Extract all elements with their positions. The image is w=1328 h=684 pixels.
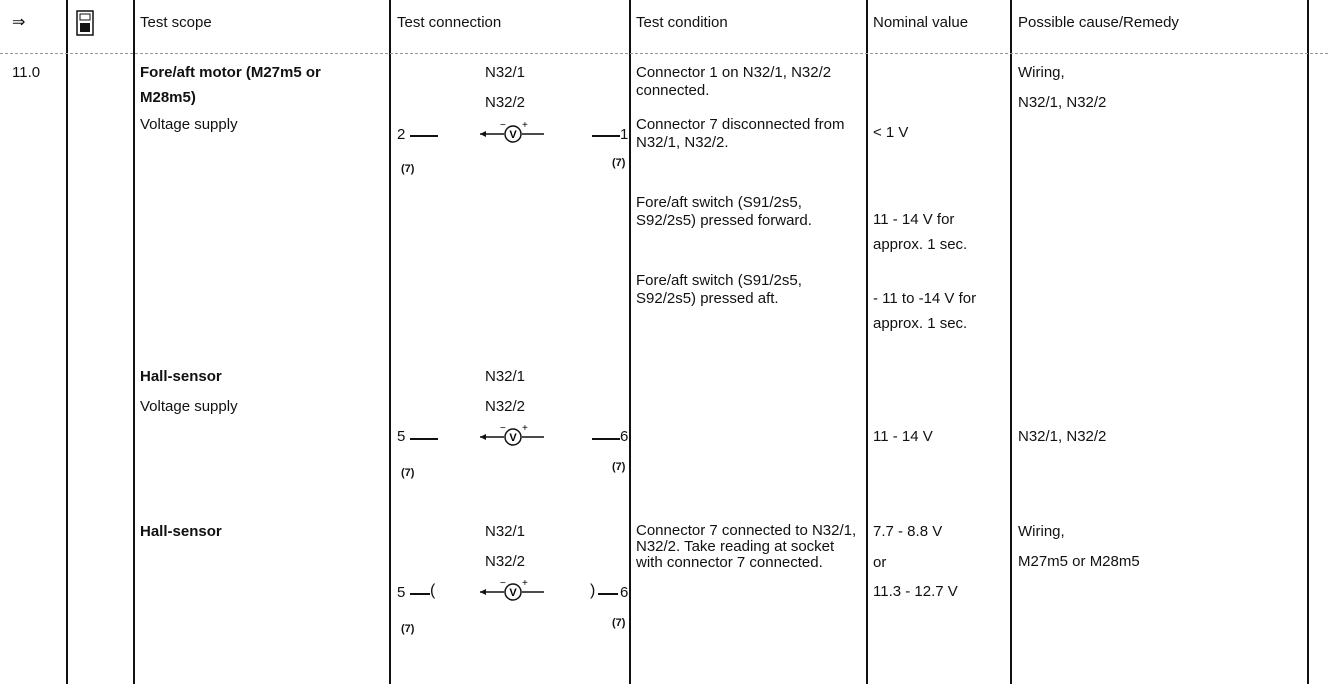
nominal-value: - 11 to -14 V for — [873, 290, 977, 307]
connector-label: N32/1 — [485, 523, 526, 540]
column-divider — [1010, 0, 1012, 684]
scope-subtitle: Voltage supply — [140, 398, 238, 415]
header-test-condition: Test condition — [636, 14, 728, 31]
wire-left — [410, 135, 438, 137]
svg-text:V: V — [509, 432, 517, 444]
condition-text: Connector 7 connected to N32/1, N32/2. Take reading at socket with connector 7 connected. — [636, 522, 857, 571]
svg-text:+: + — [522, 425, 528, 434]
pin-left: 5 — [397, 584, 406, 601]
column-divider — [1307, 0, 1309, 684]
pin-right: 6 — [620, 584, 629, 601]
connector-label: N32/2 — [485, 553, 526, 570]
wire-left — [410, 438, 438, 440]
plug-left: (7) — [401, 467, 415, 479]
column-divider — [629, 0, 631, 684]
connector-label: N32/1 — [485, 64, 526, 81]
socket-right-icon: ) — [590, 582, 596, 599]
possible-cause: M27m5 or M28m5 — [1018, 553, 1140, 570]
possible-cause: Wiring, — [1018, 64, 1065, 81]
condition-text: Fore/aft switch (S91/2s5, S92/2s5) pressed forward. — [636, 194, 812, 229]
header-test-connection: Test connection — [397, 14, 502, 31]
nominal-value: 11 - 14 V for — [873, 211, 955, 228]
pin-left: 5 — [397, 428, 406, 445]
scope-subtitle: Voltage supply — [140, 116, 238, 133]
svg-text:+: + — [522, 580, 528, 589]
condition-text: Connector 7 disconnected from N32/1, N32/2. — [636, 116, 845, 151]
header-nominal-value: Nominal value — [873, 14, 969, 31]
plug-right: (7) — [612, 157, 626, 169]
connector-label: N32/2 — [485, 398, 526, 415]
connector-label: N32/1 — [485, 368, 526, 385]
nominal-value: 7.7 - 8.8 V — [873, 523, 943, 540]
pin-left: 2 — [397, 126, 406, 143]
column-divider — [866, 0, 868, 684]
scope-title: M28m5) — [140, 89, 196, 106]
svg-text:−: − — [500, 122, 506, 131]
plug-left: (7) — [401, 163, 415, 175]
svg-text:−: − — [500, 425, 506, 434]
svg-text:V: V — [509, 587, 517, 599]
header-possible-cause: Possible cause/Remedy — [1018, 14, 1179, 31]
voltmeter-icon — [480, 580, 550, 602]
svg-text:V: V — [509, 129, 517, 141]
voltmeter-icon — [480, 122, 550, 144]
possible-cause: Wiring, — [1018, 523, 1065, 540]
possible-cause: N32/1, N32/2 — [1018, 428, 1107, 445]
connector-label: N32/2 — [485, 94, 526, 111]
condition-text: Fore/aft switch (S91/2s5, S92/2s5) pressed aft. — [636, 272, 802, 307]
wire-right — [592, 438, 620, 440]
header-test-scope: Test scope — [140, 14, 212, 31]
svg-text:−: − — [500, 580, 506, 589]
wire-right — [592, 135, 620, 137]
column-divider — [389, 0, 391, 684]
nominal-value: 11.3 - 12.7 V — [873, 583, 958, 600]
scope-title: Hall-sensor — [140, 523, 222, 540]
nominal-value: < 1 V — [873, 124, 909, 141]
column-divider — [133, 0, 135, 684]
plug-left: (7) — [401, 623, 415, 635]
condition-text: Connector 1 on N32/1, N32/2 connected. — [636, 64, 832, 99]
possible-cause: N32/1, N32/2 — [1018, 94, 1107, 111]
nominal-value: or — [873, 554, 887, 571]
voltmeter-icon — [480, 425, 550, 447]
nominal-value: approx. 1 sec. — [873, 236, 968, 253]
step-number: 11.0 — [12, 64, 41, 81]
header-divider — [0, 53, 1328, 54]
nominal-value: approx. 1 sec. — [873, 315, 968, 332]
plug-right: (7) — [612, 461, 626, 473]
scope-title: Fore/aft motor (M27m5 or — [140, 64, 321, 81]
pin-right: 1 — [620, 126, 629, 143]
scope-title: Hall-sensor — [140, 368, 222, 385]
wire-left — [410, 593, 430, 595]
svg-text:+: + — [522, 122, 528, 131]
wire-right — [598, 593, 618, 595]
column-divider — [66, 0, 68, 684]
nominal-value: 11 - 14 V — [873, 428, 933, 445]
header-arrow: ⇒ — [12, 14, 26, 31]
pin-right: 6 — [620, 428, 629, 445]
socket-left-icon: ( — [430, 582, 436, 599]
plug-right: (7) — [612, 617, 626, 629]
tester-icon — [76, 10, 94, 36]
